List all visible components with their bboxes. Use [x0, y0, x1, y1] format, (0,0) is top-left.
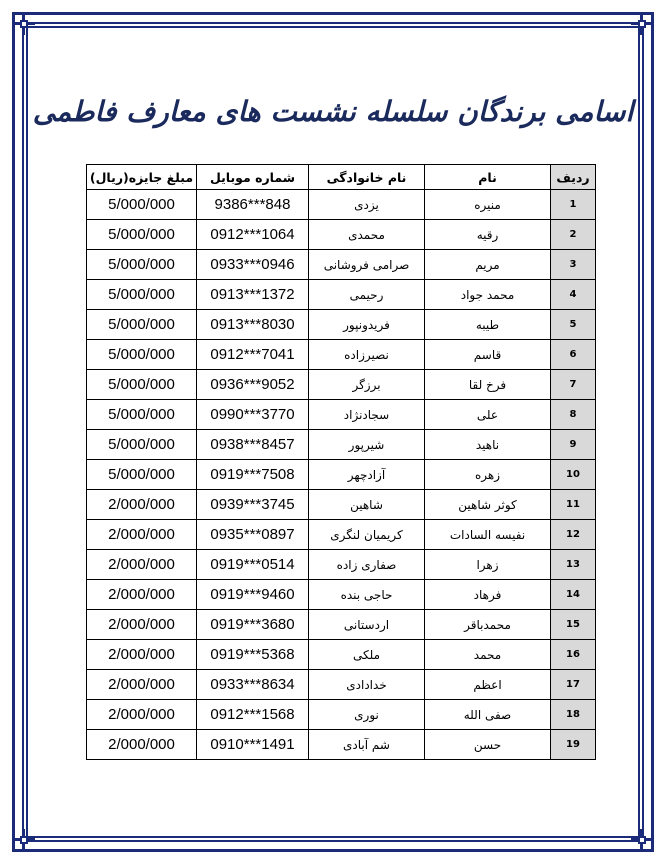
- table-row: [87, 490, 596, 520]
- corner-ornament-icon: [631, 829, 653, 851]
- row-family: شیرپور: [309, 430, 425, 460]
- row-mobile: 0935***0897: [197, 520, 309, 550]
- row-prize: 5/000/000: [87, 190, 197, 220]
- row-prize: 2/000/000: [87, 490, 197, 520]
- row-index: 7: [551, 370, 596, 400]
- row-name: صفی الله: [425, 700, 551, 730]
- row-prize: 5/000/000: [87, 340, 197, 370]
- row-mobile: 0933***8634: [197, 670, 309, 700]
- row-name: فرهاد: [425, 580, 551, 610]
- row-name: محمدباقر: [425, 610, 551, 640]
- table-row: [87, 460, 596, 490]
- row-name: فرخ لقا: [425, 370, 551, 400]
- row-mobile: 0919***3680: [197, 610, 309, 640]
- row-name: حسن: [425, 730, 551, 760]
- header-mobile: شماره موبایل: [197, 165, 309, 190]
- row-mobile: 0919***0514: [197, 550, 309, 580]
- table-row: [87, 250, 596, 280]
- row-index: 2: [551, 220, 596, 250]
- row-name: زهره: [425, 460, 551, 490]
- row-name: ناهید: [425, 430, 551, 460]
- row-mobile: 0919***9460: [197, 580, 309, 610]
- table-row: [87, 700, 596, 730]
- row-index: 19: [551, 730, 596, 760]
- row-mobile: 0910***1491: [197, 730, 309, 760]
- header-family: نام خانوادگی: [309, 165, 425, 190]
- row-mobile: 0939***3745: [197, 490, 309, 520]
- table-row: [87, 310, 596, 340]
- row-mobile: 0919***7508: [197, 460, 309, 490]
- row-prize: 2/000/000: [87, 700, 197, 730]
- row-prize: 5/000/000: [87, 400, 197, 430]
- page-title: اسامی برندگان سلسله نشست های معارف فاطمی: [32, 95, 634, 128]
- row-mobile: 0933***0946: [197, 250, 309, 280]
- row-index: 11: [551, 490, 596, 520]
- row-name: قاسم: [425, 340, 551, 370]
- row-family: اردستانی: [309, 610, 425, 640]
- row-mobile: 0912***1568: [197, 700, 309, 730]
- row-family: برزگر: [309, 370, 425, 400]
- row-name: کوثر شاهین: [425, 490, 551, 520]
- row-prize: 2/000/000: [87, 730, 197, 760]
- row-family: آزادچهر: [309, 460, 425, 490]
- row-family: یزدی: [309, 190, 425, 220]
- row-family: صرامی فروشانی: [309, 250, 425, 280]
- row-mobile: 0919***5368: [197, 640, 309, 670]
- row-prize: 5/000/000: [87, 280, 197, 310]
- row-index: 17: [551, 670, 596, 700]
- header-index: ردیف: [551, 165, 596, 190]
- table-row: [87, 550, 596, 580]
- table-header-row: [87, 165, 596, 190]
- row-name: رقیه: [425, 220, 551, 250]
- row-name: طیبه: [425, 310, 551, 340]
- table-row: [87, 430, 596, 460]
- winners-table: [86, 164, 596, 760]
- row-index: 15: [551, 610, 596, 640]
- row-family: کریمیان لنگری: [309, 520, 425, 550]
- row-name: محمد: [425, 640, 551, 670]
- row-prize: 2/000/000: [87, 580, 197, 610]
- row-index: 10: [551, 460, 596, 490]
- row-family: محمدی: [309, 220, 425, 250]
- row-prize: 5/000/000: [87, 250, 197, 280]
- row-index: 8: [551, 400, 596, 430]
- header-name: نام: [425, 165, 551, 190]
- row-prize: 5/000/000: [87, 430, 197, 460]
- table-row: [87, 340, 596, 370]
- table-row: [87, 520, 596, 550]
- row-family: نصیرزاده: [309, 340, 425, 370]
- row-family: رحیمی: [309, 280, 425, 310]
- row-prize: 5/000/000: [87, 370, 197, 400]
- row-family: نوری: [309, 700, 425, 730]
- row-name: منیره: [425, 190, 551, 220]
- row-index: 1: [551, 190, 596, 220]
- table-row: [87, 370, 596, 400]
- row-index: 14: [551, 580, 596, 610]
- table-row: [87, 190, 596, 220]
- table-row: [87, 730, 596, 760]
- row-index: 12: [551, 520, 596, 550]
- row-mobile: 0913***1372: [197, 280, 309, 310]
- row-prize: 5/000/000: [87, 310, 197, 340]
- row-prize: 2/000/000: [87, 640, 197, 670]
- table-row: [87, 670, 596, 700]
- row-family: صفاری زاده: [309, 550, 425, 580]
- row-index: 9: [551, 430, 596, 460]
- table-row: [87, 400, 596, 430]
- table-row: [87, 280, 596, 310]
- row-mobile: 0912***7041: [197, 340, 309, 370]
- row-name: مریم: [425, 250, 551, 280]
- row-family: شم آبادی: [309, 730, 425, 760]
- row-mobile: 0936***9052: [197, 370, 309, 400]
- row-name: اعظم: [425, 670, 551, 700]
- row-index: 4: [551, 280, 596, 310]
- row-name: زهرا: [425, 550, 551, 580]
- row-mobile: 0912***1064: [197, 220, 309, 250]
- row-index: 13: [551, 550, 596, 580]
- corner-ornament-icon: [13, 829, 35, 851]
- row-prize: 2/000/000: [87, 670, 197, 700]
- row-name: نفیسه السادات: [425, 520, 551, 550]
- row-prize: 2/000/000: [87, 550, 197, 580]
- row-family: ملکی: [309, 640, 425, 670]
- row-family: شاهین: [309, 490, 425, 520]
- row-mobile: 0938***8457: [197, 430, 309, 460]
- row-prize: 2/000/000: [87, 610, 197, 640]
- row-name: محمد جواد: [425, 280, 551, 310]
- row-prize: 5/000/000: [87, 220, 197, 250]
- table-row: [87, 220, 596, 250]
- table-row: [87, 580, 596, 610]
- row-family: فریدونپور: [309, 310, 425, 340]
- row-family: حاجی بنده: [309, 580, 425, 610]
- row-mobile: 0990***3770: [197, 400, 309, 430]
- row-index: 6: [551, 340, 596, 370]
- row-prize: 2/000/000: [87, 520, 197, 550]
- corner-ornament-icon: [631, 13, 653, 35]
- row-family: خدادادی: [309, 670, 425, 700]
- corner-ornament-icon: [13, 13, 35, 35]
- row-name: علی: [425, 400, 551, 430]
- row-family: سجادنژاد: [309, 400, 425, 430]
- row-index: 5: [551, 310, 596, 340]
- table-row: [87, 610, 596, 640]
- header-prize: مبلغ جایزه(ریال): [87, 165, 197, 190]
- row-index: 3: [551, 250, 596, 280]
- row-prize: 5/000/000: [87, 460, 197, 490]
- row-index: 18: [551, 700, 596, 730]
- row-mobile: 0913***8030: [197, 310, 309, 340]
- row-index: 16: [551, 640, 596, 670]
- table-row: [87, 640, 596, 670]
- row-mobile: 9386***848: [197, 190, 309, 220]
